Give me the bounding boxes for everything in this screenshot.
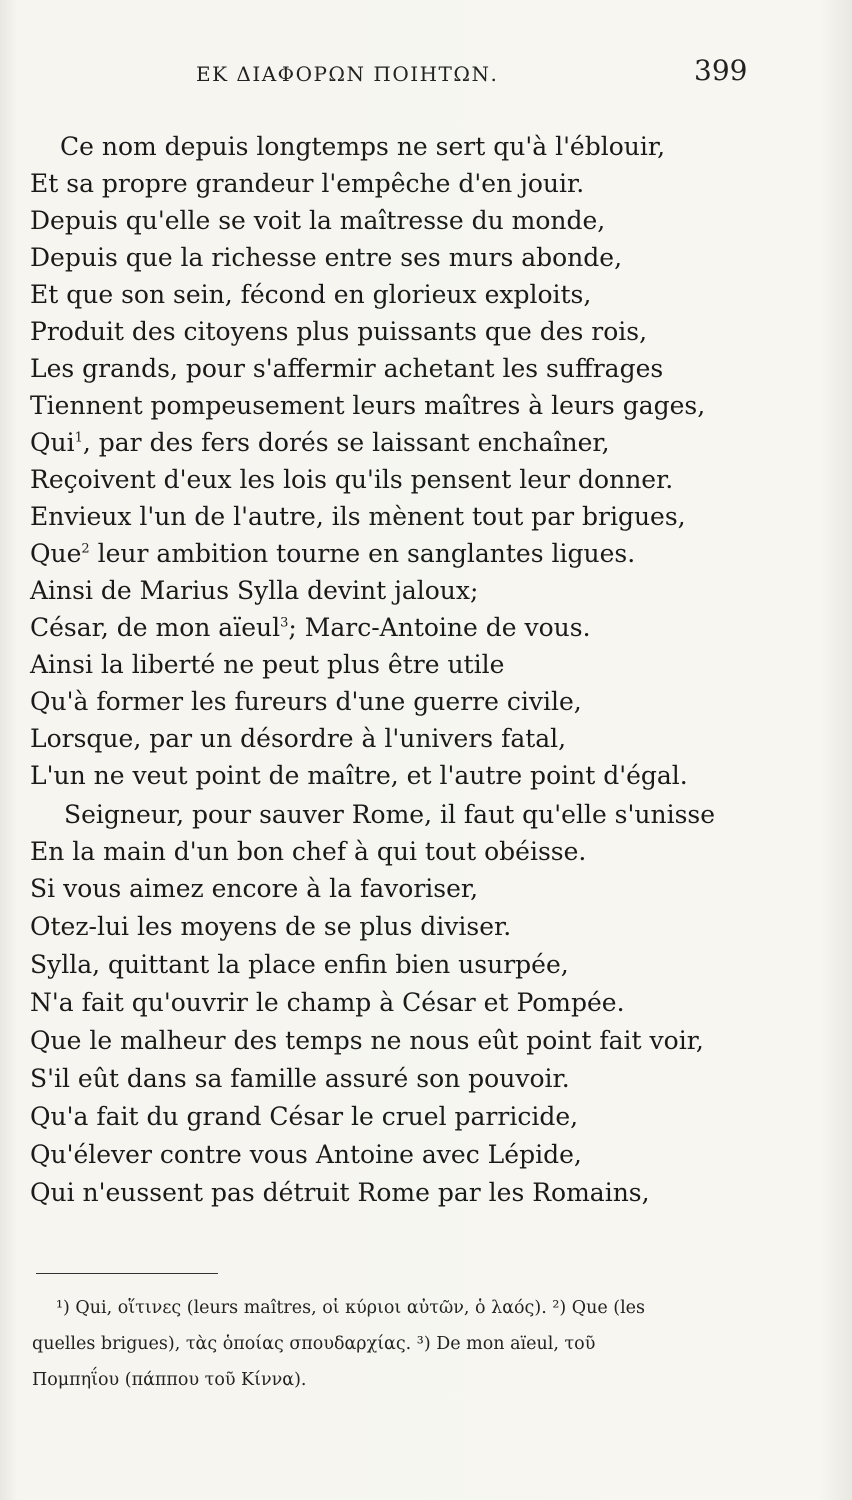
verse-line: Que$^2$ leur ambition tourne en sanglantes ligues. bbox=[30, 539, 636, 568]
footnote-line: Πομπηΐου (πάππου τοῦ Κίννα). bbox=[32, 1370, 307, 1390]
verse-line: Qui n'eussent pas détruit Rome par les Romains, bbox=[30, 1178, 650, 1207]
verse-line: Depuis qu'elle se voit la maîtresse du monde, bbox=[30, 206, 606, 235]
running-title: ΕΚ ΔΙΑΦΟΡΩΝ ΠΟΙΗΤΩΝ. bbox=[196, 62, 499, 86]
verse-line: N'a fait qu'ouvrir le champ à César et Pompée. bbox=[30, 988, 625, 1017]
verse-line: Lorsque, par un désordre à l'univers fatal, bbox=[30, 724, 567, 753]
verse-line: Qu'a fait du grand César le cruel parricide, bbox=[30, 1102, 579, 1131]
footnote-marker: 1 bbox=[74, 430, 83, 446]
verse-line: Si vous aimez encore à la favoriser, bbox=[30, 874, 479, 903]
verse-line: Qui$^1$, par des fers dorés se laissant enchaîner, bbox=[30, 428, 610, 457]
footnote-line: ¹) Qui, οἵτινες (leurs maîtres, οἱ κύριοι αὐτῶν, ὁ λαός). ²) Que (les bbox=[56, 1298, 646, 1318]
verse-line: Produit des citoyens plus puissants que des rois, bbox=[30, 317, 648, 346]
verse-line: Seigneur, pour sauver Rome, il faut qu'elle s'unisse bbox=[64, 800, 716, 829]
verse-line: Ce nom depuis longtemps ne sert qu'à l'éblouir, bbox=[60, 132, 666, 161]
bleed-through-texture bbox=[722, 100, 852, 1400]
verse-line: Envieux l'un de l'autre, ils mènent tout par brigues, bbox=[30, 502, 686, 531]
page-header bbox=[0, 52, 852, 92]
verse-line: Reçoivent d'eux les lois qu'ils pensent leur donner. bbox=[30, 465, 674, 494]
verse-line: S'il eût dans sa famille assuré son pouvoir. bbox=[30, 1064, 570, 1093]
verse-line: Et que son sein, fécond en glorieux exploits, bbox=[30, 280, 592, 309]
verse-line: Tiennent pompeusement leurs maîtres à leurs gages, bbox=[30, 391, 706, 420]
verse-line: Otez-lui les moyens de se plus diviser. bbox=[30, 912, 512, 941]
verse-line: Que le malheur des temps ne nous eût point fait voir, bbox=[30, 1026, 704, 1055]
verse-line: Ainsi de Marius Sylla devint jaloux; bbox=[30, 576, 479, 605]
verse-line: César, de mon aïeul$^3$; Marc-Antoine de vous. bbox=[30, 613, 591, 642]
verse-line: Sylla, quittant la place enfin bien usurpée, bbox=[30, 950, 569, 979]
page-number: 399 bbox=[694, 54, 748, 87]
verse-line: Ainsi la liberté ne peut plus être utile bbox=[30, 650, 505, 679]
footnote-marker: 3 bbox=[280, 615, 289, 631]
footnote-line: quelles brigues), τὰς ὁποίας σπουδαρχίας. ³) De mon aïeul, τοῦ bbox=[32, 1334, 596, 1354]
verse-line: Et sa propre grandeur l'empêche d'en jouir. bbox=[30, 169, 585, 198]
verse-line: Qu'élever contre vous Antoine avec Lépide, bbox=[30, 1140, 582, 1169]
verse-line: L'un ne veut point de maître, et l'autre point d'égal. bbox=[30, 761, 688, 790]
footnote-rule bbox=[36, 1273, 218, 1274]
footnote-marker: 2 bbox=[81, 541, 90, 557]
verse-line: Les grands, pour s'affermir achetant les suffrages bbox=[30, 354, 664, 383]
verse-line: Depuis que la richesse entre ses murs abonde, bbox=[30, 243, 623, 272]
verse-line: Qu'à former les fureurs d'une guerre civile, bbox=[30, 687, 582, 716]
verse-line: En la main d'un bon chef à qui tout obéisse. bbox=[30, 837, 587, 866]
